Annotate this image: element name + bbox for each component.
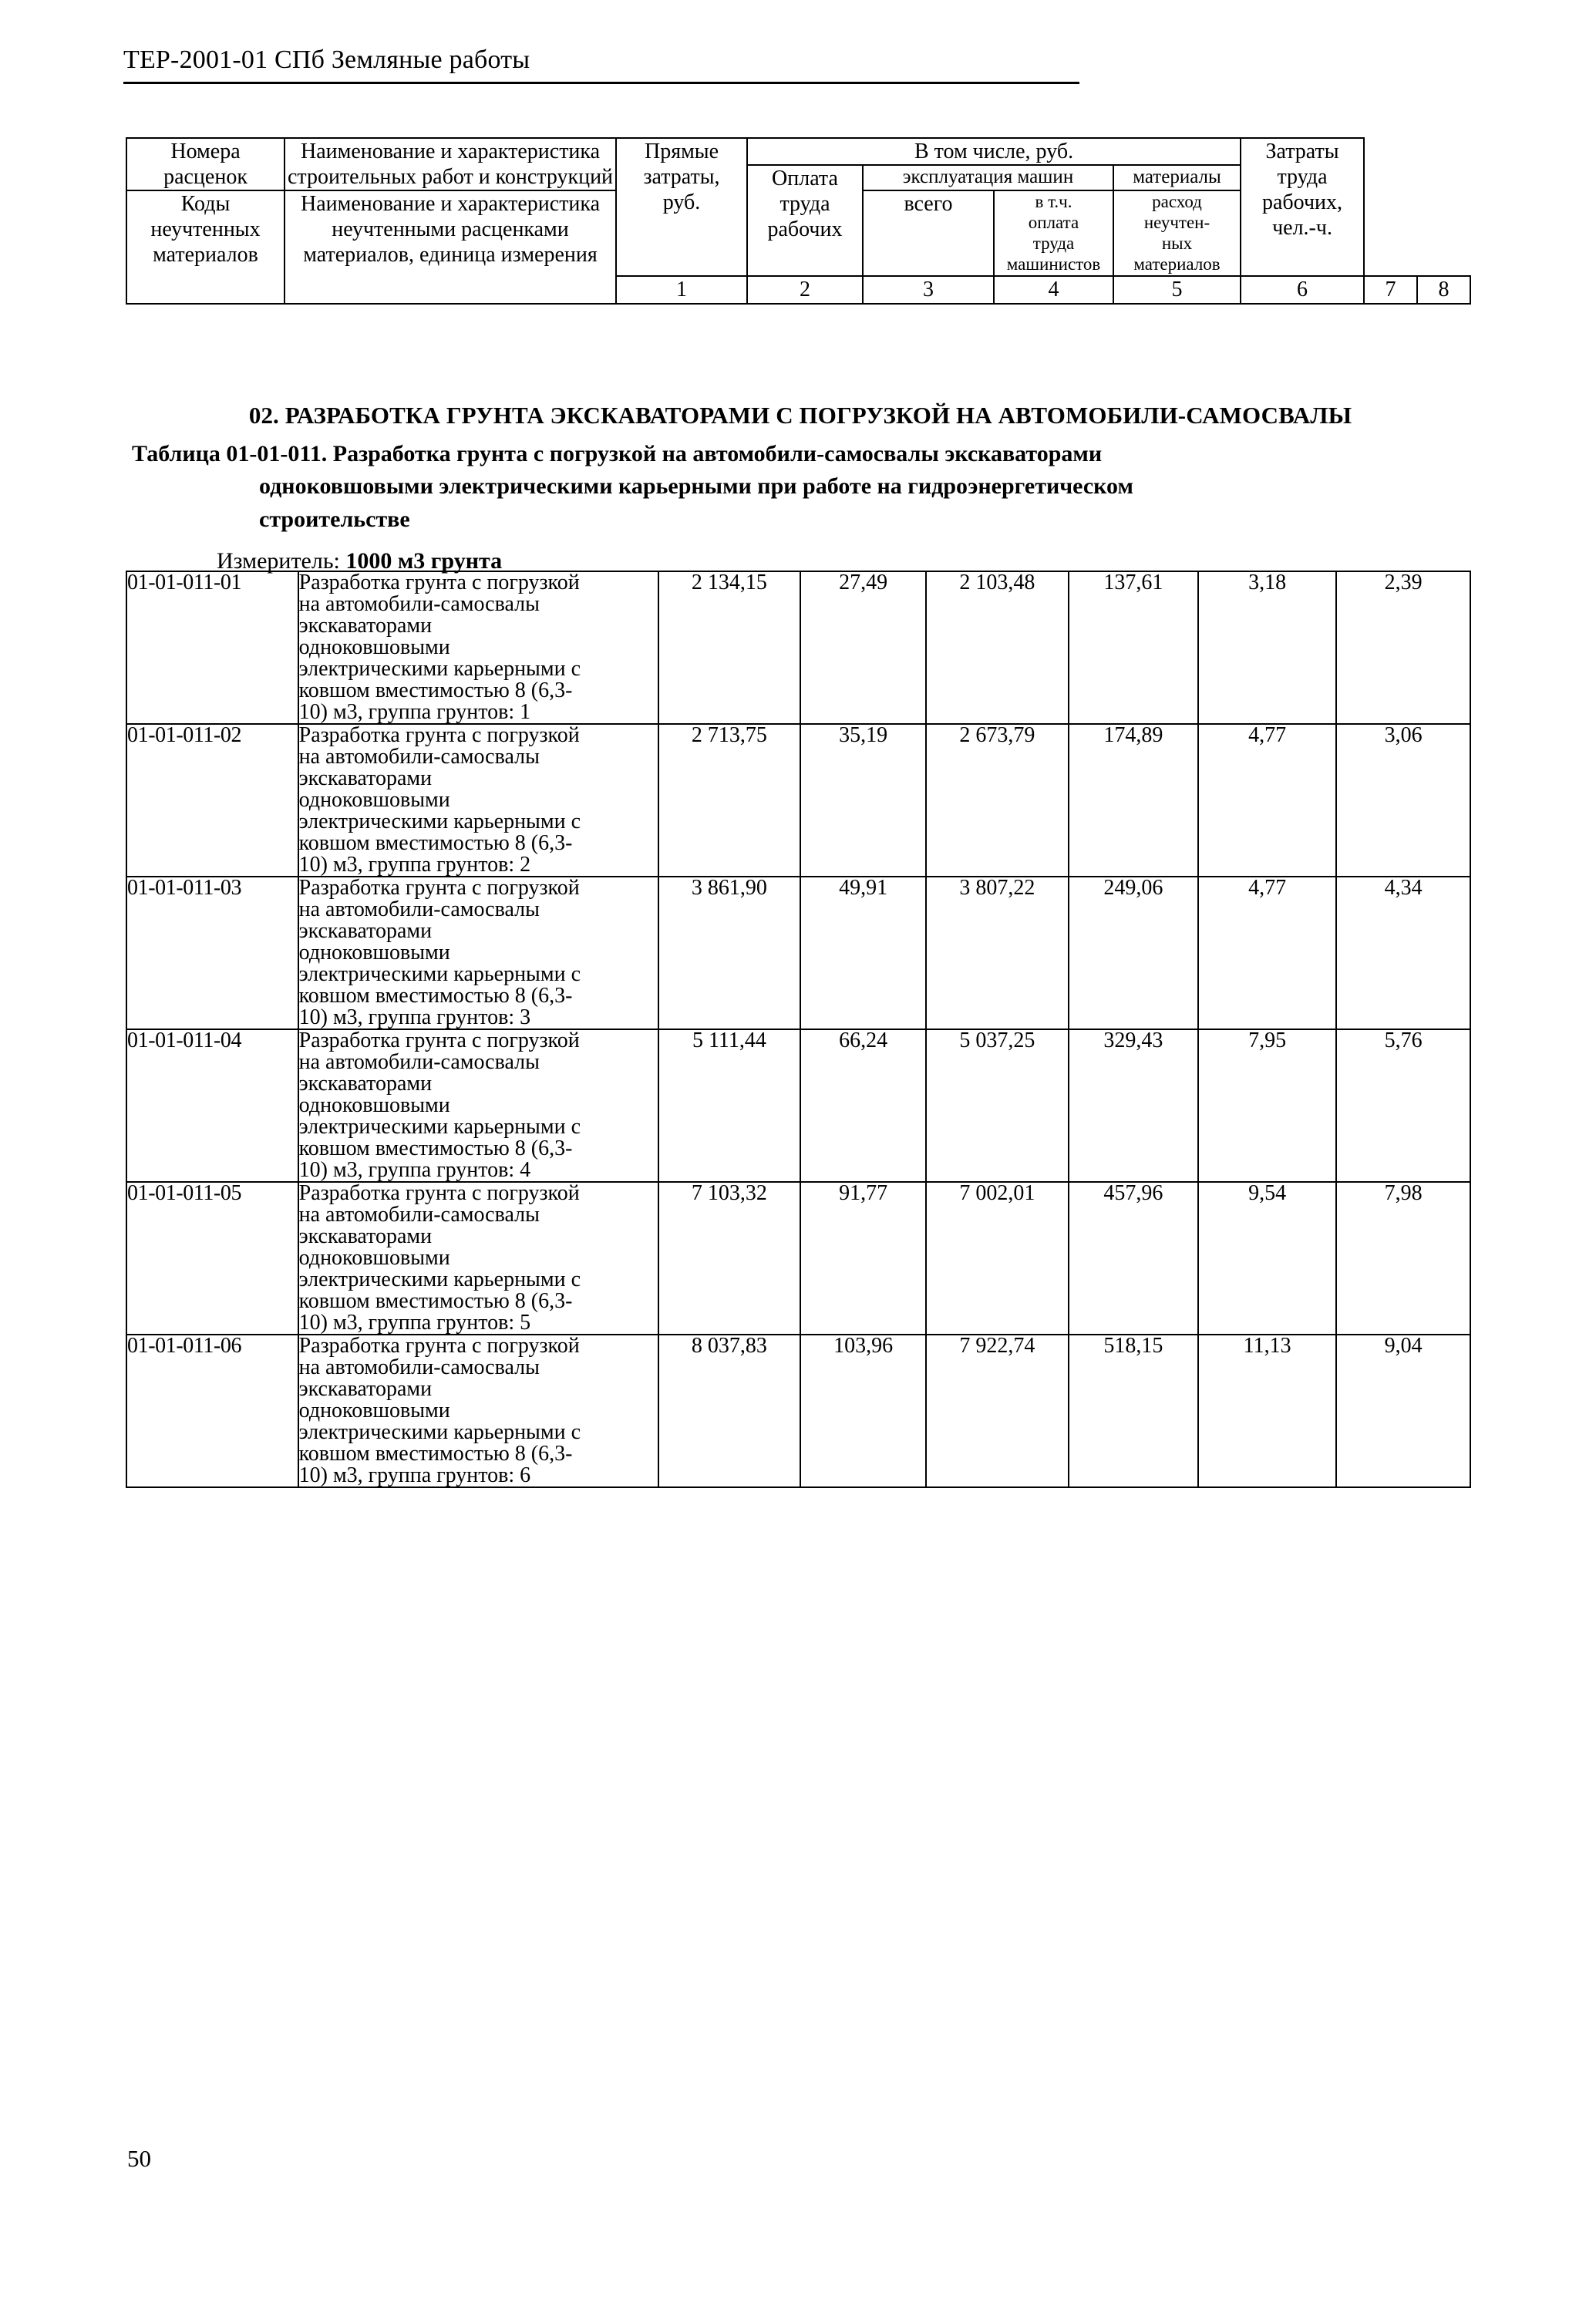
rate-description-line: одноковшовыми [298,635,450,659]
direct-costs-value: 3 861,90 [658,877,801,1029]
running-head [123,45,1473,84]
rate-description-line: одноковшовыми [298,1246,450,1270]
materials-unaccounted-value: 7,95 [1198,1029,1336,1182]
table-row [126,724,1470,877]
rate-description-line: одноковшовыми [298,1399,450,1422]
machinists-pay-value: 457,96 [1069,1182,1198,1335]
rate-description-line: экскаваторами [298,1072,433,1096]
machines-total-value: 3 807,22 [926,877,1069,1029]
rate-description-line: 10) м3, группа грунтов: 2 [298,853,531,877]
header-cell-name-materials: Наименование и характеристика неучтенными расценками материалов, единица измерения [285,190,616,304]
rate-description-line: одноковшовыми [298,941,450,965]
rate-description-line: 10) м3, группа грунтов: 1 [298,700,531,724]
section-subtitle-line-3: строительстве [259,506,410,532]
header-cell-machinists-pay: в т.ч. оплата труда машинистов [994,190,1113,276]
rates-table [126,571,1471,1488]
labor-pay-value: 35,19 [800,724,926,877]
rate-description-line: Разработка грунта с погрузкой [298,1029,580,1052]
header-cell-numbers-codes: Коды неучтенных материалов [126,190,285,304]
rate-description-line: Разработка грунта с погрузкой [298,1334,580,1358]
rate-description-line: на автомобили-самосвалы [298,1355,540,1379]
header-cell-numbers: Номера расценок [126,138,285,190]
rate-description-line: 10) м3, группа грунтов: 4 [298,1158,531,1182]
materials-unaccounted-value: 11,13 [1198,1335,1336,1487]
section-title: 02. РАЗРАБОТКА ГРУНТА ЭКСКАВАТОРАМИ С ПОГРУЗКОЙ НА АВТОМОБИЛИ-САМОСВАЛЫ [248,402,1352,429]
direct-costs-value: 5 111,44 [658,1029,801,1182]
header-cell-labor-pay: Оплата труда рабочих [747,165,863,276]
header-number-8: 8 [1417,276,1470,304]
machinists-pay-value: 329,43 [1069,1029,1198,1182]
rate-description [298,877,658,1029]
materials-unaccounted-value: 4,77 [1198,877,1336,1029]
rate-code: 01-01-011-05 [126,1182,298,1335]
column-header-table [126,137,1471,305]
header-cell-labor-hours: Затраты труда рабочих, чел.-ч. [1241,138,1364,276]
rate-description-line: экскаваторами [298,766,433,790]
header-cell-name-works: Наименование и характеристика строительных работ и конструкций [285,138,616,190]
rate-description-line: на автомобили-самосвалы [298,1050,540,1074]
rate-description-line: ковшом вместимостью 8 (6,3- [298,678,573,702]
header-number-3: 3 [863,276,994,304]
machines-total-value: 5 037,25 [926,1029,1069,1182]
rate-description-line: ковшом вместимостью 8 (6,3- [298,984,573,1008]
machines-total-value: 7 002,01 [926,1182,1069,1335]
labor-pay-value: 49,91 [800,877,926,1029]
labor-hours-value: 9,04 [1336,1335,1470,1487]
header-number-1: 1 [616,276,747,304]
table-row [126,877,1470,1029]
header-cell-direct-costs: Прямые затраты, руб. [616,138,747,276]
rate-description-line: ковшом вместимостью 8 (6,3- [298,831,573,855]
machines-total-value: 2 673,79 [926,724,1069,877]
measure-unit-label: Измеритель: [217,547,340,574]
section-subtitle-line-1: Таблица 01-01-011. Разработка грунта с погрузкой на автомобили-самосвалы экскаваторами [132,440,1103,466]
machinists-pay-value: 249,06 [1069,877,1198,1029]
table-row [126,1335,1470,1487]
rate-description-line: Разработка грунта с погрузкой [298,1181,580,1205]
machinists-pay-value: 137,61 [1069,571,1198,724]
section-subtitle-line-2: одноковшовыми электрическими карьерными при работе на гидроэнергетическом [259,473,1133,500]
header-number-7: 7 [1364,276,1417,304]
rate-description-line: экскаваторами [298,1224,433,1248]
rate-description-line: электрическими карьерными с [298,1420,581,1444]
machines-total-value: 2 103,48 [926,571,1069,724]
header-cell-in-total: В том числе, руб. [747,138,1241,165]
rate-code: 01-01-011-01 [126,571,298,724]
header-number-2: 2 [747,276,863,304]
rate-description-line: 10) м3, группа грунтов: 6 [298,1463,531,1487]
rate-description-line: на автомобили-самосвалы [298,1203,540,1227]
direct-costs-value: 7 103,32 [658,1182,801,1335]
labor-pay-value: 91,77 [800,1182,926,1335]
header-cell-machines-group: эксплуатация машин [863,165,1113,190]
labor-pay-value: 27,49 [800,571,926,724]
machinists-pay-value: 174,89 [1069,724,1198,877]
rate-description-line: экскаваторами [298,614,433,638]
rate-description-line: электрическими карьерными с [298,1115,581,1139]
rate-description-line: Разработка грунта с погрузкой [298,571,580,594]
header-number-6: 6 [1241,276,1364,304]
rate-description-line: одноковшовыми [298,1093,450,1117]
rate-description-line: одноковшовыми [298,788,450,812]
rate-description-line: экскаваторами [298,919,433,943]
rate-description-line: 10) м3, группа грунтов: 5 [298,1311,531,1335]
labor-hours-value: 4,34 [1336,877,1470,1029]
rate-description-line: экскаваторами [298,1377,433,1401]
machinists-pay-value: 518,15 [1069,1335,1198,1487]
rate-description-line: на автомобили-самосвалы [298,745,540,769]
rate-description-line: электрическими карьерными с [298,810,581,833]
materials-unaccounted-value: 3,18 [1198,571,1336,724]
header-row-1 [126,138,1470,165]
labor-hours-value: 3,06 [1336,724,1470,877]
labor-hours-value: 2,39 [1336,571,1470,724]
rate-description-line: 10) м3, группа грунтов: 3 [298,1005,531,1029]
labor-pay-value: 66,24 [800,1029,926,1182]
rate-description-line: ковшом вместимостью 8 (6,3- [298,1289,573,1313]
table-row [126,571,1470,724]
section-headings [126,401,1475,577]
measure-unit-value: 1000 м3 грунта [345,547,503,574]
materials-unaccounted-value: 4,77 [1198,724,1336,877]
rate-description [298,571,658,724]
header-cell-machines-total: всего [863,190,994,276]
rate-description-line: электрическими карьерными с [298,1268,581,1291]
header-number-4: 4 [994,276,1113,304]
rate-description-line: ковшом вместимостью 8 (6,3- [298,1442,573,1466]
direct-costs-value: 2 134,15 [658,571,801,724]
table-row [126,1182,1470,1335]
labor-pay-value: 103,96 [800,1335,926,1487]
rate-description-line: на автомобили-самосвалы [298,897,540,921]
labor-hours-value: 7,98 [1336,1182,1470,1335]
materials-unaccounted-value: 9,54 [1198,1182,1336,1335]
rate-description [298,1182,658,1335]
direct-costs-value: 8 037,83 [658,1335,801,1487]
header-cell-materials-unaccounted: расход неучтен- ных материалов [1113,190,1241,276]
header-cell-materials-group: материалы [1113,165,1241,190]
labor-hours-value: 5,76 [1336,1029,1470,1182]
direct-costs-value: 2 713,75 [658,724,801,877]
rate-description-line: электрическими карьерными с [298,962,581,986]
rate-description-line: Разработка грунта с погрузкой [298,876,580,900]
table-row [126,1029,1470,1182]
section-subtitle [126,438,1475,537]
rate-code: 01-01-011-03 [126,877,298,1029]
rate-description-line: Разработка грунта с погрузкой [298,723,580,747]
rate-description-line: электрическими карьерными с [298,657,581,681]
running-head-title: ТЕР-2001-01 СПб Земляные работы [123,45,530,74]
rate-code: 01-01-011-04 [126,1029,298,1182]
machines-total-value: 7 922,74 [926,1335,1069,1487]
rate-description-line: ковшом вместимостью 8 (6,3- [298,1136,573,1160]
rate-description-line: на автомобили-самосвалы [298,592,540,616]
page-number: 50 [127,2145,151,2172]
rate-description [298,1029,658,1182]
rate-code: 01-01-011-06 [126,1335,298,1487]
rate-code: 01-01-011-02 [126,724,298,877]
header-number-5: 5 [1113,276,1241,304]
rate-description [298,1335,658,1487]
running-head-rule [123,82,1079,84]
rate-description [298,724,658,877]
